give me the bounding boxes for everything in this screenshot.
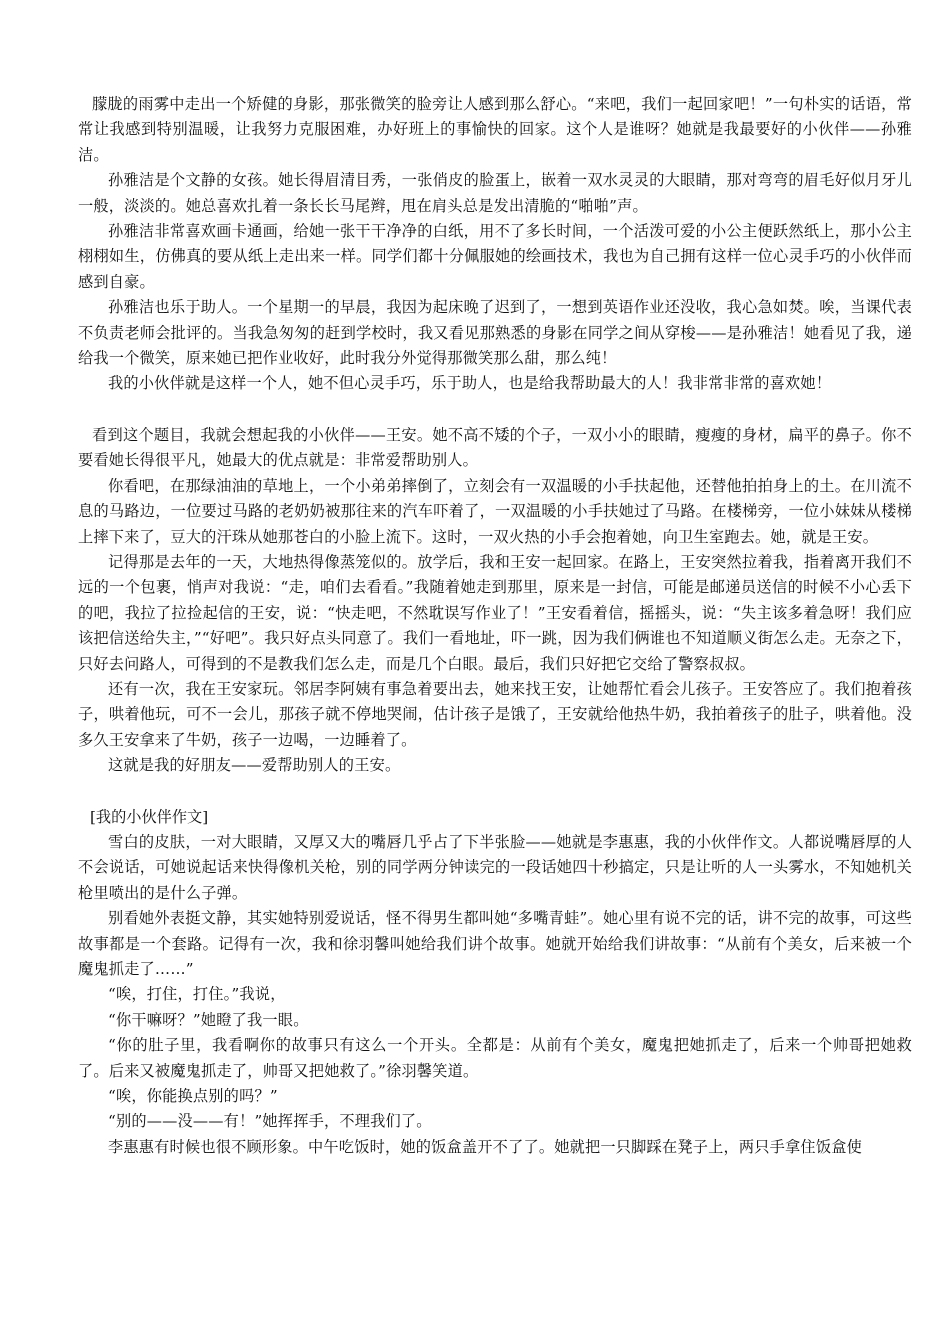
paragraph: 孙雅洁是个文静的女孩。她长得眉清目秀，一张俏皮的脸蛋上，嵌着一双水灵灵的大眼睛，那对弯弯的眉毛好似月牙儿一般，淡淡的。她总喜欢扎着一条长长马尾辫，甩在肩头总是发出清脆的“啪啪”声。 bbox=[78, 171, 912, 215]
paragraph: 孙雅洁非常喜欢画卡通画，给她一张干干净净的白纸，用不了多长时间，一个活泼可爱的小公主便跃然纸上，那小公主栩栩如生，仿佛真的要从纸上走出来一样。同学们都十分佩服她的绘画技术，我也为自己拥有这样一位心灵手巧的小伙伴而感到自豪。 bbox=[78, 222, 912, 291]
paragraph: 李惠惠有时候也很不顾形象。中午吃饭时，她的饭盒盖开不了了。她就把一只脚踩在凳子上，两只手拿住饭盒使 bbox=[108, 1137, 862, 1156]
document-page bbox=[78, 92, 912, 1160]
dialogue-line: “唉，你能换点别的吗？” bbox=[108, 1087, 278, 1106]
section-heading: [我的小伙伴作文] bbox=[90, 807, 209, 826]
paragraph: 孙雅洁也乐于助人。一个星期一的早晨，我因为起床晚了迟到了，一想到英语作业还没收，我心急如焚。唉，当课代表不负责老师会批评的。当我急匆匆的赶到学校时，我又看见那熟悉的身影在同学之间从穿梭——是孙雅洁！她看见了我，递给我一个微笑，原来她已把作业收好，此时我分外觉得那微笑那么甜，那么纯！ bbox=[78, 298, 912, 368]
essay-sun-yajie bbox=[78, 92, 912, 397]
paragraph: 雪白的皮肤，一对大眼睛，又厚又大的嘴唇几乎占了下半张脸——她就是李惠惠，我的小伙伴作文。人都说嘴唇厚的人不会说话，可她说起话来快得像机关枪，别的同学两分钟读完的一段话她四十秒搞定，只是让听的人一头雾水，不知她机关枪里喷出的是什么子弹。 bbox=[78, 832, 912, 902]
paragraph: 还有一次，我在王安家玩。邻居李阿姨有事急着要出去，她来找王安，让她帮忙看会儿孩子。王安答应了。我们抱着孩子，哄着他玩，可不一会儿，那孩子就不停地哭闹，估计孩子是饿了，王安就给他热牛奶，我拍着孩子的肚子，哄着他。没多久王安拿来了牛奶，孩子一边喝，一边睡着了。 bbox=[78, 679, 912, 749]
dialogue-line: “你干嘛呀？”她瞪了我一眼。 bbox=[108, 1010, 309, 1029]
paragraph: 看到这个题目，我就会想起我的小伙伴——王安。她不高不矮的个子，一双小小的眼睛，瘦瘦的身材，扁平的鼻子。你不要看她长得很平凡，她最大的优点就是：非常爱帮助别人。 bbox=[78, 425, 912, 470]
paragraph: 这就是我的好朋友——爱帮助别人的王安。 bbox=[108, 756, 401, 775]
dialogue-line: “你的肚子里，我看啊你的故事只有这么一个开头。全都是：从前有个美女，魔鬼把她抓走了，后来一个帅哥把她救了。后来又被魔鬼抓走了，帅哥又把她救了。”徐羽馨笑道。 bbox=[78, 1036, 912, 1080]
paragraph: 记得那是去年的一天，大地热得像蒸笼似的。放学后，我和王安一起回家。在路上，王安突然拉着我，指着离开我们不远的一个包裹，悄声对我说：“走，咱们去看看。”我随着她走到那里，原来是一封信，可能是邮递员送信的时候不小心丢下的吧，我拉了拉捡起信的王安，说：“快走吧，不然耽误写作业了！”王安看着信，摇摇头，说：“失主该多着急呀！我们应该把信送给失主，”“好吧”。我只好点头同意了。我们一看地址，吓一跳，因为我们俩谁也不知道顺义街怎么走。无奈之下，只好去问路人，可得到的不是教我们怎么走，而是几个白眼。最后，我们只好把它交给了警察叔叔。 bbox=[78, 552, 912, 673]
dialogue-line: “唉，打住，打住。”我说， bbox=[108, 985, 286, 1004]
essay-li-huihui bbox=[78, 805, 912, 1161]
essay-wang-an bbox=[78, 423, 912, 779]
dialogue-line: “别的——没——有！”她挥挥手，不理我们了。 bbox=[108, 1112, 432, 1131]
paragraph: 别看她外表挺文静，其实她特别爱说话，怪不得男生都叫她“多嘴青蛙”。她心里有说不完的话，讲不完的故事，可这些故事都是一个套路。记得有一次，我和徐羽馨叫她给我们讲个故事。她就开始给我们讲故事：“从前有个美女，后来被一个魔鬼抓走了……” bbox=[78, 909, 912, 978]
paragraph: 我的小伙伴就是这样一个人，她不但心灵手巧，乐于助人，也是给我帮助最大的人！我非常非常的喜欢她！ bbox=[108, 374, 832, 393]
paragraph: 你看吧，在那绿油油的草地上，一个小弟弟摔倒了，立刻会有一双温暖的小手扶起他，还替他拍拍身上的土。在川流不息的马路边，一位要过马路的老奶奶被那往来的汽车吓着了，一双温暖的小手扶她过了马路。在楼梯旁，一位小妹妹从楼梯上摔下来了，豆大的汗珠从她那苍白的小脸上流下。这时，一双火热的小手会抱着她，向卫生室跑去。她，就是王安。 bbox=[78, 476, 912, 546]
paragraph: 朦胧的雨雾中走出一个矫健的身影，那张微笑的脸旁让人感到那么舒心。“来吧，我们一起回家吧！”一句朴实的话语，常常让我感到特别温暖，让我努力克服困难，办好班上的事愉快的回家。这个人是谁呀？她就是我最要好的小伙伴——孙雅洁。 bbox=[78, 95, 912, 164]
